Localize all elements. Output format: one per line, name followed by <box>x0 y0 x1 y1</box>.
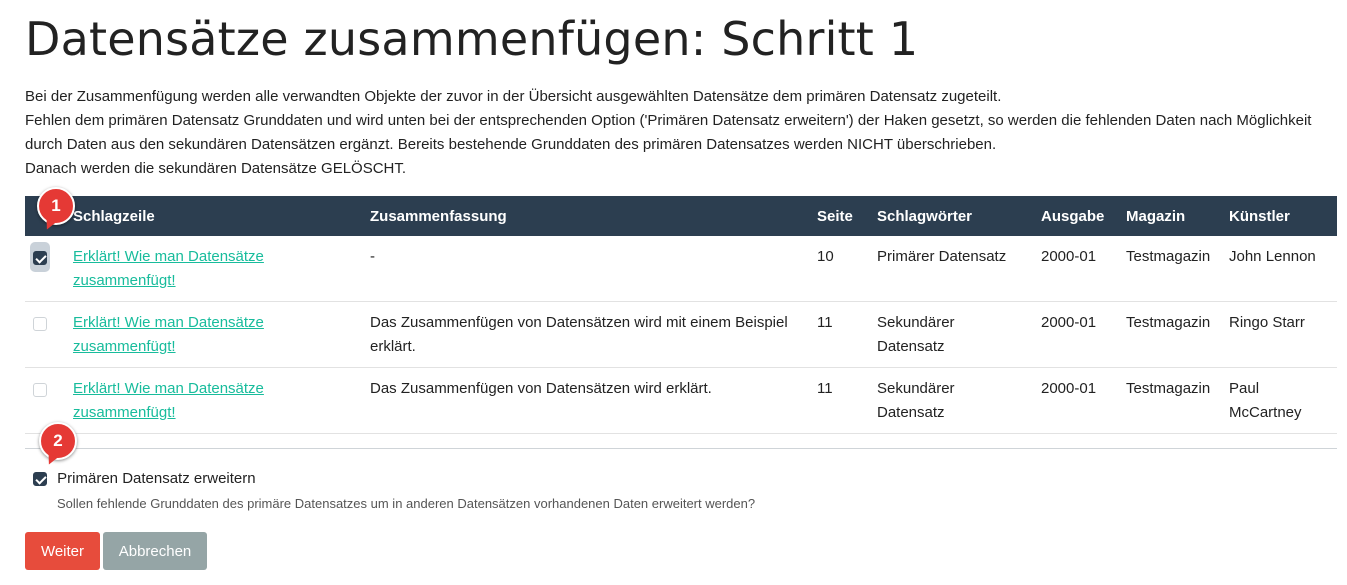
header-artist: Künstler <box>1229 207 1290 225</box>
row-select-focus <box>30 242 50 272</box>
page-cell: 11 <box>809 302 869 368</box>
header-keywords: Schlagwörter <box>877 207 973 225</box>
intro-line: Bei der Zusammenfügung werden alle verwandten Objekte der zuvor in der Übersicht ausgewählten Datensätze dem primären Datensatz zugeteilt. <box>25 88 1002 105</box>
extend-primary-help: Sollen fehlende Grunddaten des primäre Datensatzes um in anderen Datensätzen vorhandenen Daten erweitert werden? <box>57 496 756 511</box>
header-headline: Schlagzeile <box>73 207 155 225</box>
keywords-cell: Sekundärer Datensatz <box>869 368 1033 434</box>
summary-cell: Das Zusammenfügen von Datensätzen wird erklärt. <box>362 368 809 434</box>
extend-primary-checkbox[interactable] <box>33 472 47 486</box>
page-cell: 11 <box>809 368 869 434</box>
issue-cell: 2000-01 <box>1033 236 1118 302</box>
intro-line: Fehlen dem primären Datensatz Grunddaten und wird unten bei der entsprechenden Option ('Primären Datensatz erweitern') der Haken gesetzt, so werden die fehlenden Daten nach Möglichkeit durch Daten aus den sekundären Datensätzen ergänzt. Bereits bestehende Grunddaten des primären Datensatzes werden NICHT überschrieben. <box>25 112 1312 153</box>
summary-cell: - <box>362 236 809 302</box>
table-header-row <box>25 196 1337 236</box>
divider <box>25 448 1337 449</box>
table-row <box>25 368 1337 434</box>
extend-primary-option <box>33 468 256 487</box>
step-marker-2: 2 <box>39 422 77 460</box>
headline-link[interactable]: Erklärt! Wie man Datensätze zusammenfügt! <box>73 248 264 289</box>
issue-cell: 2000-01 <box>1033 302 1118 368</box>
table-row <box>25 302 1337 368</box>
artist-cell: Paul McCartney <box>1221 368 1337 434</box>
header-page: Seite <box>817 207 853 225</box>
magazine-cell: Testmagazin <box>1118 302 1221 368</box>
issue-cell: 2000-01 <box>1033 368 1118 434</box>
row-select-checkbox[interactable] <box>33 251 47 265</box>
step-marker-1: 1 <box>37 187 75 225</box>
intro-line: Danach werden die sekundären Datensätze GELÖSCHT. <box>25 160 407 177</box>
intro-text <box>25 85 1325 181</box>
page-cell: 10 <box>809 236 869 302</box>
row-select-checkbox[interactable] <box>33 383 47 397</box>
cancel-button[interactable]: Abbrechen <box>103 532 207 570</box>
keywords-cell: Primärer Datensatz <box>869 236 1033 302</box>
headline-link[interactable]: Erklärt! Wie man Datensätze zusammenfügt! <box>73 380 264 421</box>
extend-primary-label[interactable]: Primären Datensatz erweitern <box>57 470 256 487</box>
header-magazine: Magazin <box>1126 207 1186 225</box>
summary-cell: Das Zusammenfügen von Datensätzen wird mit einem Beispiel erklärt. <box>362 302 809 368</box>
header-issue: Ausgabe <box>1041 207 1105 225</box>
row-select-checkbox[interactable] <box>33 317 47 331</box>
records-table <box>25 196 1337 434</box>
header-summary: Zusammenfassung <box>370 207 507 225</box>
magazine-cell: Testmagazin <box>1118 236 1221 302</box>
page-title: Datensätze zusammenfügen: Schritt 1 <box>25 12 919 66</box>
artist-cell: John Lennon <box>1221 236 1337 302</box>
artist-cell: Ringo Starr <box>1221 302 1337 368</box>
headline-link[interactable]: Erklärt! Wie man Datensätze zusammenfügt! <box>73 314 264 355</box>
magazine-cell: Testmagazin <box>1118 368 1221 434</box>
keywords-cell: Sekundärer Datensatz <box>869 302 1033 368</box>
table-row <box>25 236 1337 302</box>
continue-button[interactable]: Weiter <box>25 532 100 570</box>
